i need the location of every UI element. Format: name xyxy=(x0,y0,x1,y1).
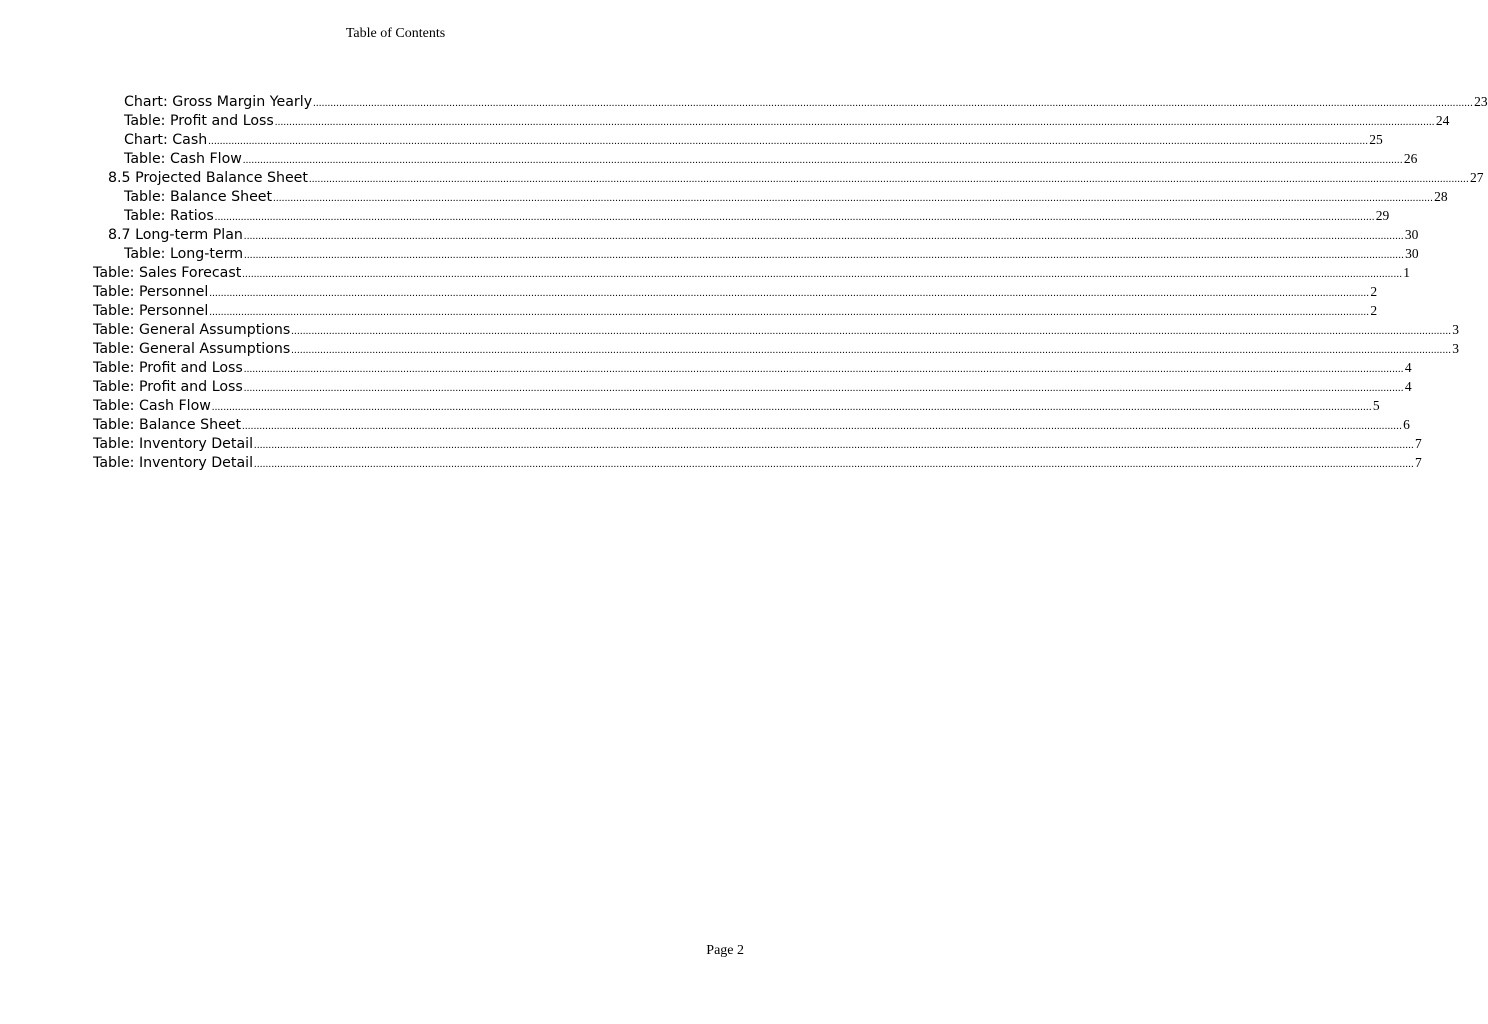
toc-entry-label: Table: Personnel xyxy=(93,303,209,319)
toc-entry-label: Table: Profit and Loss xyxy=(93,379,243,395)
toc-dot-leader: ................................................................................................................................................................................................................................................................................................................................................................................................................ xyxy=(209,307,1370,318)
toc-entry[interactable] xyxy=(93,322,1460,341)
toc-entry[interactable] xyxy=(108,170,1484,189)
toc-dot-leader: ................................................................................................................................................................................................................................................................................................................................................................................................................ xyxy=(308,174,1469,185)
page-title: Table of Contents xyxy=(345,26,446,41)
toc-entry[interactable] xyxy=(108,227,1419,246)
toc-entry-page-number: 2 xyxy=(1370,284,1378,299)
toc-dot-leader: ................................................................................................................................................................................................................................................................................................................................................................................................................ xyxy=(291,326,1452,337)
toc-dot-leader: ................................................................................................................................................................................................................................................................................................................................................................................................................ xyxy=(273,193,1434,204)
toc-dot-leader: ................................................................................................................................................................................................................................................................................................................................................................................................................ xyxy=(214,212,1375,223)
toc-entry[interactable] xyxy=(124,189,1448,208)
toc-entry[interactable] xyxy=(93,303,1378,322)
toc-entry-label: Table: Sales Forecast xyxy=(93,265,242,281)
toc-entry-page-number: 25 xyxy=(1369,132,1383,147)
toc-entry-page-number: 1 xyxy=(1403,265,1411,280)
toc-entry-label: Table: Inventory Detail xyxy=(93,436,254,452)
toc-entry-label: Table: Long-term xyxy=(124,246,244,262)
toc-dot-leader: ................................................................................................................................................................................................................................................................................................................................................................................................................ xyxy=(209,288,1370,299)
toc-entry-label: Table: Cash Flow xyxy=(124,151,242,167)
toc-entry[interactable] xyxy=(93,379,1412,398)
toc-entry-page-number: 5 xyxy=(1372,398,1380,413)
toc-entry-label: Table: Personnel xyxy=(93,284,209,300)
toc-entry-label: 8.5 Projected Balance Sheet xyxy=(108,170,308,186)
toc-entry[interactable] xyxy=(93,417,1410,436)
toc-entry-label: Table: Ratios xyxy=(124,208,214,224)
toc-entry-page-number: 4 xyxy=(1404,379,1412,394)
toc-entry[interactable] xyxy=(124,132,1383,151)
toc-entry[interactable] xyxy=(124,151,1418,170)
toc-entry-page-number: 3 xyxy=(1452,322,1460,337)
toc-entry[interactable] xyxy=(93,360,1412,379)
toc-entry[interactable] xyxy=(124,113,1450,132)
toc-entry-page-number: 7 xyxy=(1415,455,1422,470)
toc-entry[interactable] xyxy=(93,398,1380,417)
toc-entry-page-number: 6 xyxy=(1403,417,1410,432)
toc-entry-page-number: 4 xyxy=(1404,360,1412,375)
toc-dot-leader: ................................................................................................................................................................................................................................................................................................................................................................................................................ xyxy=(208,136,1369,147)
toc-dot-leader: ................................................................................................................................................................................................................................................................................................................................................................................................................ xyxy=(254,440,1415,451)
toc-entry-label: Table: Balance Sheet xyxy=(124,189,273,205)
toc-entry[interactable] xyxy=(124,246,1419,265)
toc-entry[interactable] xyxy=(93,455,1422,474)
toc-dot-leader: ................................................................................................................................................................................................................................................................................................................................................................................................................ xyxy=(243,383,1404,394)
toc-dot-leader: ................................................................................................................................................................................................................................................................................................................................................................................................................ xyxy=(242,269,1403,280)
toc-entry-page-number: 24 xyxy=(1435,113,1450,128)
toc-dot-leader: ................................................................................................................................................................................................................................................................................................................................................................................................................ xyxy=(313,98,1474,109)
toc-entry-label: Table: Balance Sheet xyxy=(93,417,242,433)
toc-dot-leader: ................................................................................................................................................................................................................................................................................................................................................................................................................ xyxy=(211,402,1372,413)
toc-dot-leader: ................................................................................................................................................................................................................................................................................................................................................................................................................ xyxy=(244,250,1405,261)
toc-entry-page-number: 30 xyxy=(1404,227,1419,242)
toc-entry[interactable] xyxy=(93,265,1411,284)
toc-entry-page-number: 30 xyxy=(1405,246,1419,261)
toc-entry-label: 8.7 Long-term Plan xyxy=(108,227,243,243)
toc-entry-label: Table: Inventory Detail xyxy=(93,455,254,471)
toc-entry-label: Table: Cash Flow xyxy=(93,398,211,414)
toc-entry[interactable] xyxy=(93,341,1460,360)
toc-entry-page-number: 26 xyxy=(1403,151,1418,166)
toc-entry[interactable] xyxy=(124,208,1390,227)
toc-entry-page-number: 29 xyxy=(1375,208,1390,223)
toc-entry-label: Table: Profit and Loss xyxy=(93,360,243,376)
toc-dot-leader: ................................................................................................................................................................................................................................................................................................................................................................................................................ xyxy=(243,231,1404,242)
page-number: Page 2 xyxy=(706,943,744,958)
toc-dot-leader: ................................................................................................................................................................................................................................................................................................................................................................................................................ xyxy=(254,459,1415,470)
toc-dot-leader: ................................................................................................................................................................................................................................................................................................................................................................................................................ xyxy=(243,364,1404,375)
toc-entry-label: Table: General Assumptions xyxy=(93,341,291,357)
toc-dot-leader: ................................................................................................................................................................................................................................................................................................................................................................................................................ xyxy=(274,117,1435,128)
toc-entry-page-number: 3 xyxy=(1452,341,1460,356)
toc-dot-leader: ................................................................................................................................................................................................................................................................................................................................................................................................................ xyxy=(242,421,1403,432)
toc-entry-page-number: 28 xyxy=(1434,189,1448,204)
toc-entry[interactable] xyxy=(93,284,1378,303)
toc-entry-label: Table: Profit and Loss xyxy=(124,113,274,129)
toc-entry[interactable] xyxy=(124,94,1488,113)
toc-entry-page-number: 23 xyxy=(1474,94,1488,109)
toc-dot-leader: ................................................................................................................................................................................................................................................................................................................................................................................................................ xyxy=(291,345,1452,356)
toc-entry-label: Chart: Cash xyxy=(124,132,208,148)
toc-entry-label: Table: General Assumptions xyxy=(93,322,291,338)
toc-entry[interactable] xyxy=(93,436,1422,455)
toc-dot-leader: ................................................................................................................................................................................................................................................................................................................................................................................................................ xyxy=(242,155,1403,166)
toc-entry-label: Chart: Gross Margin Yearly xyxy=(124,94,313,110)
toc-entry-page-number: 2 xyxy=(1370,303,1378,318)
toc-entry-page-number: 7 xyxy=(1415,436,1422,451)
toc-entry-page-number: 27 xyxy=(1469,170,1484,185)
